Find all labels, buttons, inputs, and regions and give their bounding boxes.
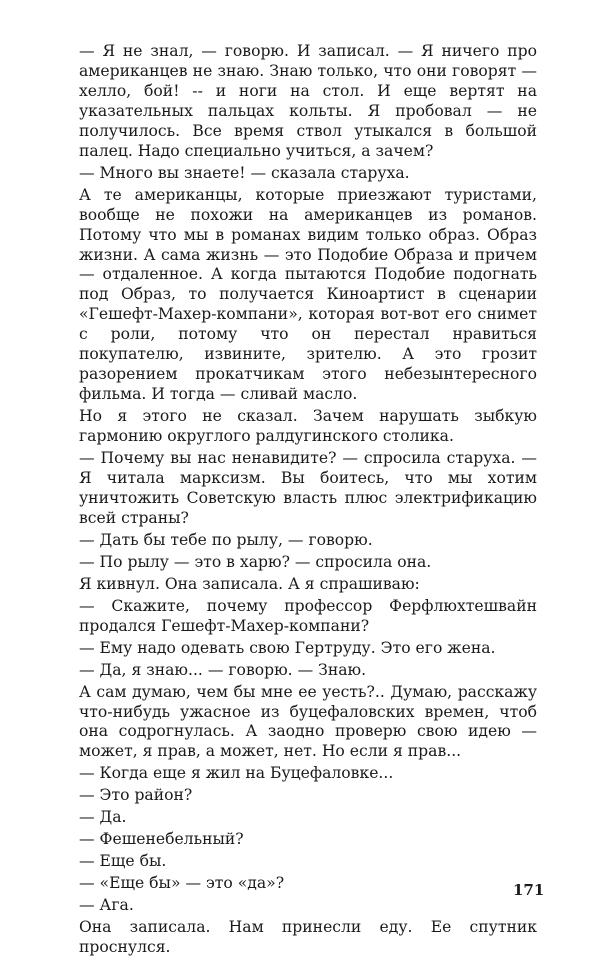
paragraph: А те американцы, которые приезжают туристами, вообще не похожи на американцев из романов. Потому что мы в романах видим только образ. Образ жизни. А сама жизнь — это Подобие Образа и причем — отдаленное. А когда пытаются Подобие подогнать под Образ, то получается Киноартист в сценарии «Гешефт-Махер-компани», которая вот-вот его снимет с роли, потому что он перестал нравиться покупателю, извините, зрителю. А это грозит разорением прокатчикам этого небезынтересного фильма. И тогда — сливай масло. (79, 185, 537, 404)
paragraph: — «Еще бы» — это «да»? (79, 874, 285, 893)
paragraph: — Много вы знаете! — сказала старуха. (79, 163, 410, 182)
paragraph: — Еще бы. (79, 852, 167, 871)
paragraph: — Ага. (79, 896, 134, 915)
paragraph: — Фешенебельный? (79, 830, 244, 849)
paragraph: — Да, я знаю... — говорю. — Знаю. (79, 660, 367, 679)
paragraph: Я кивнул. Она записала. А я спрашиваю: (79, 574, 420, 593)
body-text (79, 42, 537, 960)
paragraph: Она записала. Нам принесли еду. Ее спутник проснулся. (79, 918, 537, 956)
paragraph: — Я не знал, — говорю. И записал. — Я ничего про американцев не знаю. Знаю только, что они говорят — хелло, бой! -- и ноги на стол. И еще вертят на указательных пальцах кольты. Я пробовал — не получилось. Все время ствол утыкался в большой палец. Надо специально учиться, а зачем? (79, 42, 537, 160)
paragraph: Но я этого не сказал. Зачем нарушать зыбкую гармонию округлого ралдугинского столика. (79, 407, 537, 446)
paragraph: — Это район? (79, 786, 193, 805)
paragraph: А сам думаю, чем бы мне ее уесть?.. Думаю, расскажу что-нибудь ужасное из буцефаловских времен, чтоб она содрогнулась. А заодно проверю свою идею — может, я прав, а может, нет. Но если я прав... (79, 682, 537, 761)
paragraph: — Скажите, почему профессор Ферфлюхтешвайн продался Гешефт-Махер-компани? (79, 596, 537, 635)
paragraph: — Почему вы нас ненавидите? — спросила старуха. — Я читала марксизм. Вы боитесь, что мы хотим уничтожить Советскую власть плюс электрификацию всей страны? (79, 449, 537, 527)
paragraph: — По рылу — это в харю? — спросила она. (79, 552, 432, 571)
paragraph: — Дать бы тебе по рылу, — говорю. (79, 530, 373, 549)
paragraph: — Когда еще я жил на Буцефаловке... (79, 764, 394, 783)
paragraph: — Да. (79, 808, 127, 827)
page-number: 171 (513, 881, 545, 899)
paragraph: — Ему надо одевать свою Гертруду. Это его жена. (79, 638, 496, 657)
